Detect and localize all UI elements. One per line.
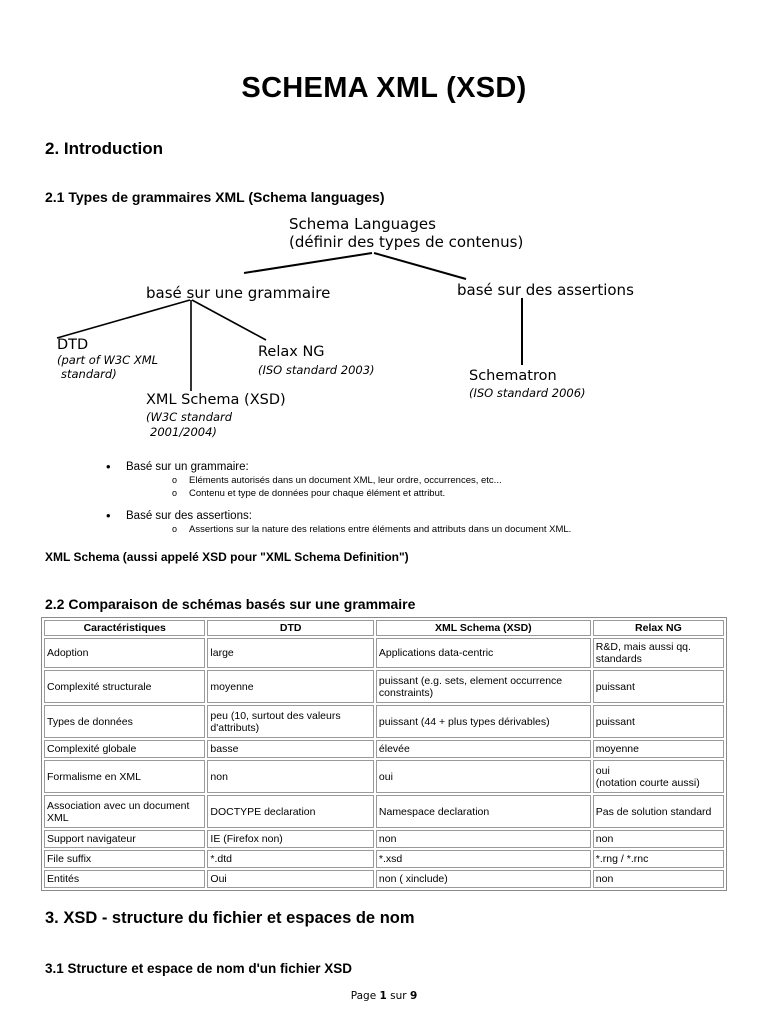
table-cell: non (207, 760, 373, 793)
table-cell: moyenne (593, 740, 724, 758)
table-cell: Complexité globale (44, 740, 205, 758)
table-header-row (44, 620, 724, 636)
column-header: XML Schema (XSD) (376, 620, 591, 636)
table-cell: File suffix (44, 850, 205, 868)
table-row (44, 760, 724, 793)
table-cell: oui (notation courte aussi) (593, 760, 724, 793)
diagram-root-subtitle: (définir des types de contenus) (289, 233, 524, 251)
table-cell: IE (Firefox non) (207, 830, 373, 848)
table-cell: *.xsd (376, 850, 591, 868)
schema-languages-diagram (0, 205, 768, 445)
footer-prefix: Page (350, 990, 380, 1002)
table-row (44, 870, 724, 888)
table-row (44, 795, 724, 828)
document-title: SCHEMA XML (XSD) (241, 72, 527, 104)
subsection-heading-comparison: 2.2 Comparaison de schémas basés sur une grammaire (45, 596, 416, 612)
table-cell: puissant (44 + plus types dérivables) (376, 705, 591, 738)
diagram-node-relaxng: Relax NG (258, 344, 325, 360)
table-cell: Namespace declaration (376, 795, 591, 828)
table-cell: R&D, mais aussi qq. standards (593, 638, 724, 668)
bullet-assertion-based (126, 509, 746, 523)
table-row (44, 705, 724, 738)
diagram-node-grammar: basé sur une grammaire (146, 284, 331, 302)
table-cell: non (376, 830, 591, 848)
table-row (44, 670, 724, 703)
footer-page-total: 9 (409, 990, 418, 1002)
table-cell: *.dtd (207, 850, 373, 868)
table-cell: puissant (593, 705, 724, 738)
comparison-table (41, 617, 727, 891)
column-header: DTD (207, 620, 373, 636)
table-cell: peu (10, surtout des valeurs d'attributs) (207, 705, 373, 738)
diagram-note-schematron: (ISO standard 2006) (469, 386, 586, 400)
table-cell: Formalisme en XML (44, 760, 205, 793)
bullet-grammar-based (126, 460, 746, 474)
column-header: Caractéristiques (44, 620, 205, 636)
table-cell: non (593, 870, 724, 888)
table-cell: DOCTYPE declaration (207, 795, 373, 828)
table-cell: Association avec un document XML (44, 795, 205, 828)
table-cell: oui (376, 760, 591, 793)
table-cell: large (207, 638, 373, 668)
xsd-definition-note: XML Schema (aussi appelé XSD pour "XML Schema Definition") (45, 550, 409, 564)
diagram-node-xsd: XML Schema (XSD) (146, 392, 286, 408)
footer-page-number: 1 (379, 990, 387, 1002)
diagram-note-relaxng: (ISO standard 2003) (258, 363, 375, 377)
diagram-node-assertions: basé sur des assertions (457, 281, 634, 299)
diagram-node-schematron: Schematron (469, 368, 557, 384)
grammar-types-bullet-list (126, 460, 746, 536)
table-cell: Oui (207, 870, 373, 888)
table-cell: basse (207, 740, 373, 758)
sub-bullet: o Assertions sur la nature des relations entre éléments and attributs dans un document XML. (189, 523, 746, 536)
diagram-note-xsd-1: (W3C standard (146, 410, 233, 424)
sub-bullet: o Contenu et type de données pour chaque élément et attribut. (189, 487, 746, 500)
table-row (44, 740, 724, 758)
table-row (44, 830, 724, 848)
diagram-note-dtd-1: (part of W3C XML (57, 353, 159, 367)
table-cell: non ( xinclude) (376, 870, 591, 888)
table-row (44, 850, 724, 868)
subsection-heading-xsd-file-structure: 3.1 Structure et espace de nom d'un fichier XSD (45, 961, 353, 976)
table-row (44, 638, 724, 668)
diagram-note-xsd-2: 2001/2004) (150, 425, 217, 439)
table-cell: élevée (376, 740, 591, 758)
table-cell: Support navigateur (44, 830, 205, 848)
table-cell: Types de données (44, 705, 205, 738)
table-cell: Complexité structurale (44, 670, 205, 703)
column-header: Relax NG (593, 620, 724, 636)
bullet-label: Basé sur un grammaire: (126, 461, 249, 473)
diagram-node-dtd: DTD (57, 337, 89, 353)
table-cell: *.rng / *.rnc (593, 850, 724, 868)
table-cell: Adoption (44, 638, 205, 668)
sub-bullet: o Eléments autorisés dans un document XML, leur ordre, occurrences, etc... (189, 474, 746, 487)
diagram-note-dtd-2: standard) (61, 367, 117, 381)
bullet-label: Basé sur des assertions: (126, 510, 252, 522)
table-cell: non (593, 830, 724, 848)
diagram-root-title: Schema Languages (289, 215, 436, 233)
subsection-heading-grammar-types: 2.1 Types de grammaires XML (Schema languages) (45, 189, 385, 205)
page-footer (0, 990, 768, 1002)
footer-separator: sur (386, 990, 410, 1002)
table-cell: moyenne (207, 670, 373, 703)
table-cell: puissant (593, 670, 724, 703)
table-cell: puissant (e.g. sets, element occurrence constraints) (376, 670, 591, 703)
section-heading-introduction: 2. Introduction (45, 139, 164, 158)
table-cell: Applications data-centric (376, 638, 591, 668)
table-cell: Entités (44, 870, 205, 888)
table-cell: Pas de solution standard (593, 795, 724, 828)
section-heading-xsd-structure: 3. XSD - structure du fichier et espaces de nom (45, 909, 415, 927)
